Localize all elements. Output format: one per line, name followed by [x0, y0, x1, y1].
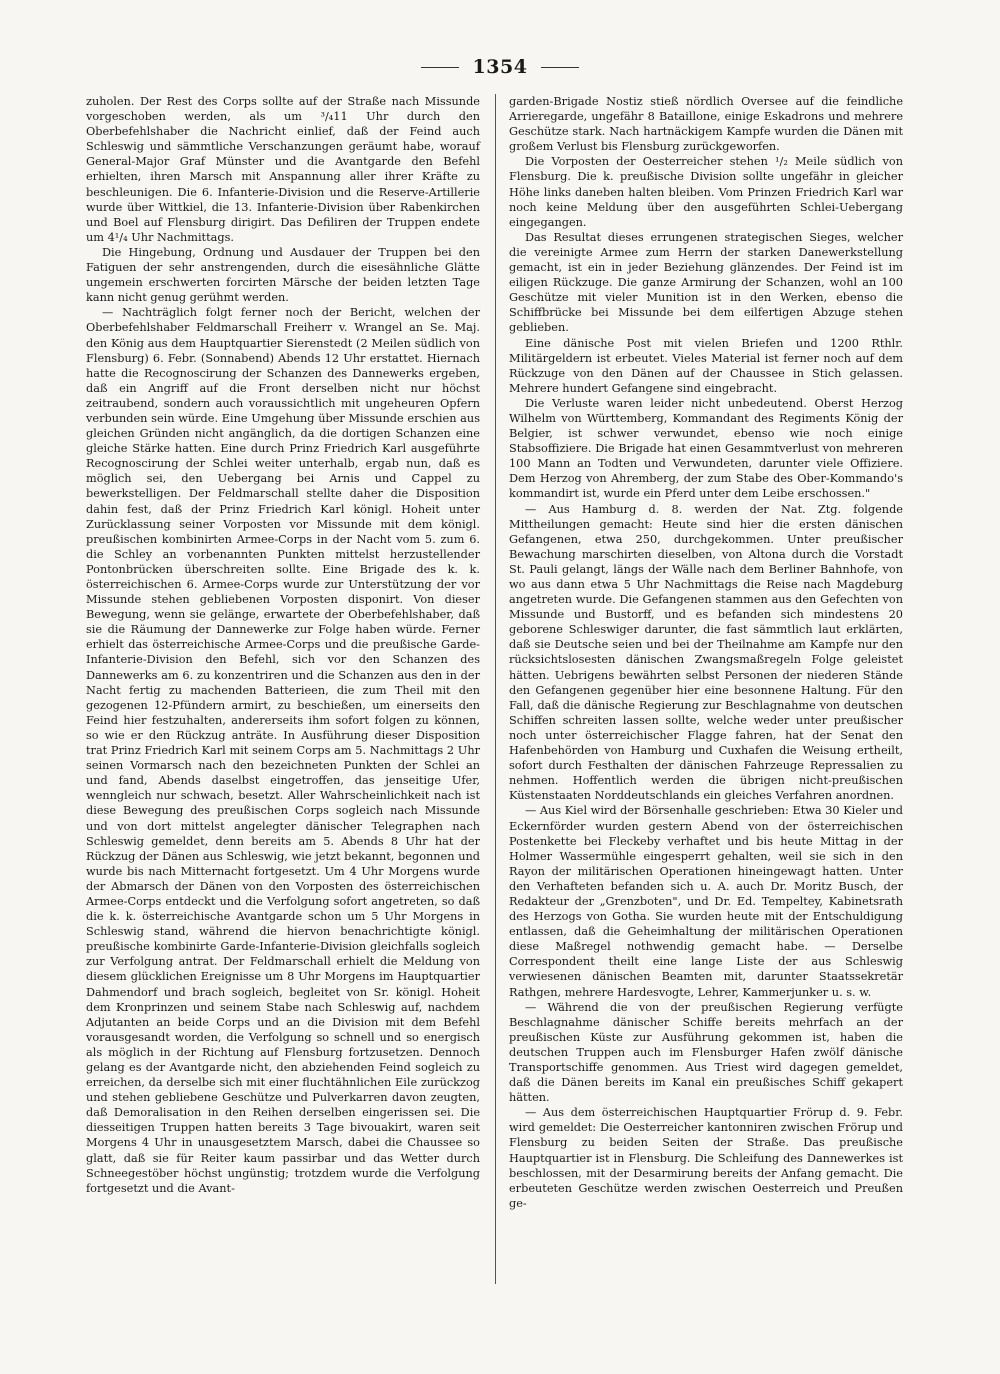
paragraph: Die Verluste waren leider nicht unbedeutend. Oberst Herzog Wilhelm von Württemberg, Kommandant des Regiments König der Belgier, ist schwer verwundet, ebenso wie noch einige Stabsoffiziere. Die Brigade hat einen Gesammtverlust von mehreren 100 Mann an Todten und Verwundeten, darunter viele Offiziere. Dem Herzog von Ahremberg, der zum Stabe des Ober-Kommando's kommandirt ist, wurde ein Pferd unter dem Leibe erschossen.": [509, 396, 903, 501]
left-column: [86, 94, 480, 1196]
paragraph: — Aus dem österreichischen Hauptquartier Frörup d. 9. Febr. wird gemeldet: Die Oesterreicher kantonniren zwischen Frörup und Flensburg zu beiden Seiten der Straße. Das preußische Hauptquartier ist in Flensburg. Die Schleifung des Dannewerkes ist beschlossen, mit der Desarmirung bereits der Anfang gemacht. Die erbeuteten Geschütze werden zwischen Oesterreich und Preußen ge-: [509, 1106, 903, 1210]
page-header: [0, 56, 1000, 78]
column-divider: [495, 94, 496, 1284]
page-number: 1354: [472, 56, 528, 78]
paragraph: Die Vorposten der Oesterreicher stehen ¹/₂ Meile südlich von Flensburg. Die k. preußische Division sollte ungefähr in gleicher Höhe links daneben halten bleiben. Vom Prinzen Friedrich Karl war noch keine Meldung über den ausgeführten Schlei-Uebergang eingegangen.: [509, 155, 903, 229]
paragraph: Eine dänische Post mit vielen Briefen und 1200 Rthlr. Militärgeldern ist erbeutet. Vieles Material ist ferner noch auf dem Rückzuge von den Dänen auf der Chaussee in Stich gelassen. Mehrere hundert Gefangene sind eingebracht.: [509, 336, 903, 395]
paragraph: Die Hingebung, Ordnung und Ausdauer der Truppen bei den Fatiguen der sehr anstrengenden, durch die eisesähnliche Glätte ungemein erschwerten forcirten Märsche der beiden letzten Tage kann nicht genug gerühmt werden.: [86, 245, 480, 305]
right-column: [509, 94, 903, 1211]
paragraph: — Aus Hamburg d. 8. werden der Nat. Ztg. folgende Mittheilungen gemacht: Heute sind hier die ersten dänischen Gefangenen, etwa 250, durchgekommen. Unter preußischer Bewachung marschirten dieselben, von Altona durch die Vorstadt St. Pauli gelangt, längs der Wälle nach dem Berliner Bahnhofe, von wo aus dann etwa 5 Uhr Nachmittags die Reise nach Magdeburg angetreten wurde. Die Gefangenen stammen aus den Gefechten von Missunde und Bustorff, und es befanden sich mindestens 20 geborene Schleswiger darunter, die fast sämmtlich laut erklärten, daß sie Deutsche seien und bei der Theilnahme am Kampfe nur den rücksichtslosesten dänischen Zwangsmaßregeln Folge geleistet hätten. Uebrigens bewährten selbst Personen der niederen Stände den Gefangenen gegenüber hier eine besonnene Haltung. Für den Fall, daß die dänische Regierung zur Beschlagnahme von deutschen Schiffen schreiten lassen sollte, welche weder unter preußischer noch unter österreichischer Flagge fahren, hat der Senat den Hafenbehörden von Hamburg und Cuxhafen die Weisung ertheilt, sofort durch Festhalten der dänischen Fahrzeuge Repressalien zu nehmen. Hoffentlich werden die übrigen nicht-preußischen Küstenstaaten Norddeutschlands ein gleiches Verfahren anordnen.: [509, 502, 903, 803]
header-rule-left: [421, 67, 459, 68]
paragraph: Das Resultat dieses errungenen strategischen Sieges, welcher die vereinigte Armee zum Herrn der starken Danewerkstellung gemacht, ist ein in jeder Beziehung glänzendes. Der Feind ist im eiligen Rückzuge. Die ganze Armirung der Schanzen, wohl an 100 Geschütze mit vieler Munition ist in den Werken, ebenso die Schiffbrücke bei Missunde bei dem eilfertigen Abzuge stehen geblieben.: [509, 230, 903, 335]
paragraph: zuholen. Der Rest des Corps sollte auf der Straße nach Missunde vorgeschoben werden, als um ³/₄11 Uhr durch den Oberbefehlshaber die Nachricht einlief, daß der Feind auch Schleswig und sämmtliche Verschanzungen geräumt habe, worauf General-Major Graf Münster und die Avantgarde den Befehl erhielten, ihren Marsch mit Anspannung aller ihrer Kräfte zu beschleunigen. Die 6. Infanterie-Division und die Reserve-Artillerie wurde über Wittkiel, die 13. Infanterie-Division über Rabenkirchen und Boel auf Flensburg dirigirt. Das Defiliren der Truppen endete um 4¹/₄ Uhr Nachmittags.: [86, 95, 480, 244]
paragraph: — Aus Kiel wird der Börsenhalle geschrieben: Etwa 30 Kieler und Eckernförder wurden gestern Abend von der österreichischen Postenkette bei Fleckeby verhaftet und bis heute Mittag in der Holmer Wassermühle eingesperrt gehalten, weil sie sich in den Rayon der militärischen Operationen hineingewagt hatten. Unter den Verhafteten befanden sich u. A. auch Dr. Moritz Busch, der Redakteur der „Grenzboten", und Dr. Ed. Tempeltey, Kabinetsrath des Herzogs von Gotha. Sie wurden heute mit der Entschuldigung entlassen, daß die Geheimhaltung der militärischen Operationen diese Maßregel nothwendig gemacht habe. — Derselbe Correspondent theilt eine lange Liste der aus Schleswig verwiesenen dänischen Beamten mit, darunter Staatssekretär Rathgen, mehrere Hardesvogte, Lehrer, Kammerjunker u. s. w.: [509, 804, 904, 999]
paragraph: garden-Brigade Nostiz stieß nördlich Oversee auf die feindliche Arrieregarde, ungefähr 8 Bataillone, einige Eskadrons und mehrere Geschütze stark. Nach hartnäckigem Kampfe wurden die Dänen mit großem Verlust bis Flensburg zurückgeworfen.: [509, 95, 903, 154]
paragraph: — Während die von der preußischen Regierung verfügte Beschlagnahme dänischer Schiffe bereits mehrfach an der preußischen Küste zur Ausführung gekommen ist, haben die deutschen Truppen auch im Flensburger Hafen zwölf dänische Transportschiffe genommen. Aus Triest wird dagegen gemeldet, daß die Dänen bereits im Kanal ein preußisches Schiff gekapert hätten.: [509, 1000, 903, 1105]
paragraph: — Nachträglich folgt ferner noch der Bericht, welchen der Oberbefehlshaber Feldmarschall Freiherr v. Wrangel an Se. Maj. den König aus dem Hauptquartier Sierenstedt (2 Meilen südlich von Flensburg) 6. Febr. (Sonnabend) Abends 12 Uhr erstattet. Hiernach hatte die Recognoscirung der Schanzen des Dannewerks ergeben, daß ein Angriff auf die Front derselben nicht nur höchst zeitraubend, sondern auch voraussichtlich mit ungeheuren Opfern verbunden sein würde. Eine Umgehung über Missunde erschien aus gleichen Gründen nicht angänglich, da die dortigen Schanzen eine gleiche Stärke hatten. Eine durch Prinz Friedrich Karl ausgeführte Recognoscirung der Schlei weiter unterhalb, ergab nun, daß es möglich sei, den Uebergang bei Arnis und Cappel zu bewerkstelligen. Der Feldmarschall stellte daher die Disposition dahin fest, daß der Prinz Friedrich Karl königl. Hoheit unter Zurücklassung seiner Vorposten vor Missunde mit dem königl. preußischen kombinirten Armee-Corps in der Nacht vom 5. zum 6. die Schley an vorbenannten Punkten mittelst herzustellender Pontonbrücken überschreiten sollte. Eine Brigade des k. k. österreichischen 6. Armee-Corps wurde zur Unterstützung der vor Missunde stehen gebliebenen Vorposten disponirt. Von dieser Bewegung, wenn sie gelänge, erwartete der Oberbefehlshaber, daß sie die Räumung der Dannewerke zur Folge haben würde. Ferner erhielt das österreichische Armee-Corps und die preußische Garde-Infanterie-Division den Befehl, sich vor den Schanzen des Dannewerks am 6. zu konzentriren und die Schanzen aus den in der Nacht fertig zu machenden Batterieen, die zum Theil mit den gezogenen 12-Pfündern armirt, zu beschießen, um einerseits den Feind hier festzuhalten, andererseits ihm sofort folgen zu können, so wie er den Rückzug anträte. In Ausführung dieser Disposition trat Prinz Friedrich Karl mit seinem Corps am 5. Nachmittags 2 Uhr seinen Vormarsch nach den bezeichneten Punkten der Schlei an und fand, Abends daselbst eingetroffen, das jenseitige Ufer, wenngleich nur schwach, besetzt. Aller Wahrscheinlichkeit nach ist diese Bewegung des preußischen Corps sogleich nach Missunde und von dort mittelst angelegter dänischer Telegraphen nach Schleswig gemeldet, denn bereits am 5. Abends 8 Uhr hat der Rückzug der Dänen aus Schleswig, wie jetzt bekannt, begonnen und wurde bis nach Mitternacht fortgesetzt. Um 4 Uhr Morgens wurde der Abmarsch der Dänen von den Vorposten des österreichischen Armee-Corps entdeckt und die Verfolgung sofort angetreten, so daß die k. k. österreichische Avantgarde schon um 5 Uhr Morgens in Schleswig stand, während die hiervon benachrichtigte königl. preußische kombinirte Garde-Infanterie-Division gleichfalls sogleich zur Verfolgung antrat. Der Feldmarschall erhielt die Meldung von diesem glücklichen Ereignisse um 8 Uhr Morgens im Hauptquartier Dahmendorf und brach sogleich, begleitet von Sr. königl. Hoheit dem Kronprinzen und seinem Stabe nach Schleswig auf, nachdem Adjutanten an beide Corps und an die Division mit dem Befehl vorausgesandt worden, die Verfolgung so schnell und so energisch als möglich in der Richtung auf Flensburg fortzusetzen. Dennoch gelang es der Avantgarde nicht, den abziehenden Feind sogleich zu erreichen, da derselbe sich mit einer fluchtähnlichen Eile zurückzog und stehen gebliebene Geschütze und Pulverkarren davon zeugten, daß Demoralisation in den Reihen derselben eingerissen sei. Die diesseitigen Truppen hatten bereits 3 Tage bivouakirt, waren seit Morgens 4 Uhr in unausgesetztem Marsch, dabei die Chaussee so glatt, daß sie für Reiter kaum passirbar und das Wetter durch Schneegestöber höchst ungünstig; trotzdem wurde die Verfolgung fortgesetzt und die Avant-: [86, 306, 480, 1195]
header-rule-right: [541, 67, 579, 68]
